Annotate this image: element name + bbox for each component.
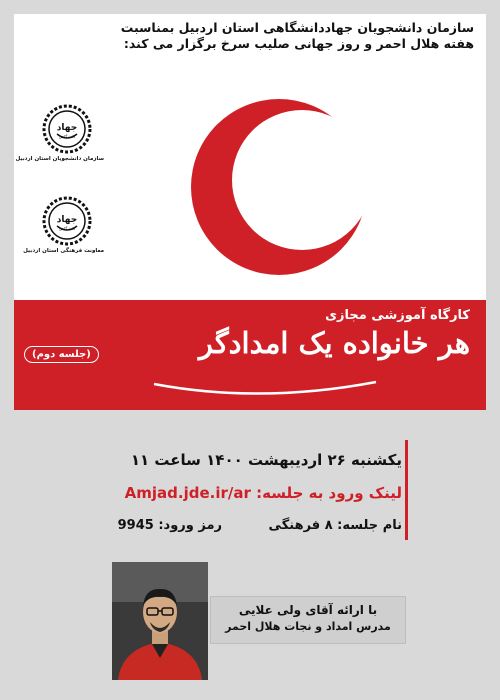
presenter-name: با ارائه آقای ولی علایی — [238, 603, 378, 617]
session-meta — [118, 518, 402, 533]
logo-subword: دانشگاهی — [58, 134, 76, 139]
session-label: (جلسه دوم) — [24, 346, 99, 363]
session-link[interactable] — [125, 484, 402, 502]
logo-word: جهاد — [56, 123, 78, 133]
logo-caption: سازمان دانشجویان استان اردبیل — [15, 156, 104, 162]
info-divider — [405, 440, 408, 540]
event-date: یکشنبه ۲۶ اردیبهشت ۱۴۰۰ ساعت ۱۱ — [130, 451, 402, 469]
session-password: رمز ورود: 9945 — [117, 518, 223, 533]
jahad-logo-cultural — [23, 196, 104, 254]
presenter-role: مدرس امداد و نجات هلال احمر — [225, 620, 391, 633]
red-crescent-icon — [186, 94, 372, 280]
workshop-title: هر خانواده یک امدادگر — [198, 326, 470, 360]
header-text — [54, 20, 474, 52]
logo-word: جهاد — [56, 215, 78, 225]
underline-swoosh-icon — [150, 378, 380, 400]
session-name: نام جلسه: ۸ فرهنگی — [268, 518, 402, 533]
logo-subword: دانشگاهی — [58, 226, 76, 231]
gear-emblem-icon — [42, 104, 92, 154]
gear-emblem-icon — [42, 196, 92, 246]
logo-caption: معاونت فرهنگی استان اردبیل — [23, 248, 104, 254]
presenter-box — [210, 596, 406, 644]
workshop-subtitle: کارگاه آموزشی مجازی — [325, 308, 470, 323]
link-label: لینک ورود به جلسه: — [256, 484, 402, 502]
header-line-2: هفته هلال احمر و روز جهانی صلیب سرخ برگزار می کند: — [123, 36, 474, 51]
presenter-photo — [112, 562, 208, 680]
jahad-logo-students — [15, 104, 104, 162]
link-url[interactable]: Amjad.jde.ir/ar — [124, 484, 251, 502]
header-line-1: سازمان دانشجویان جهاددانشگاهی استان اردبیل بمناسبت — [120, 20, 474, 35]
